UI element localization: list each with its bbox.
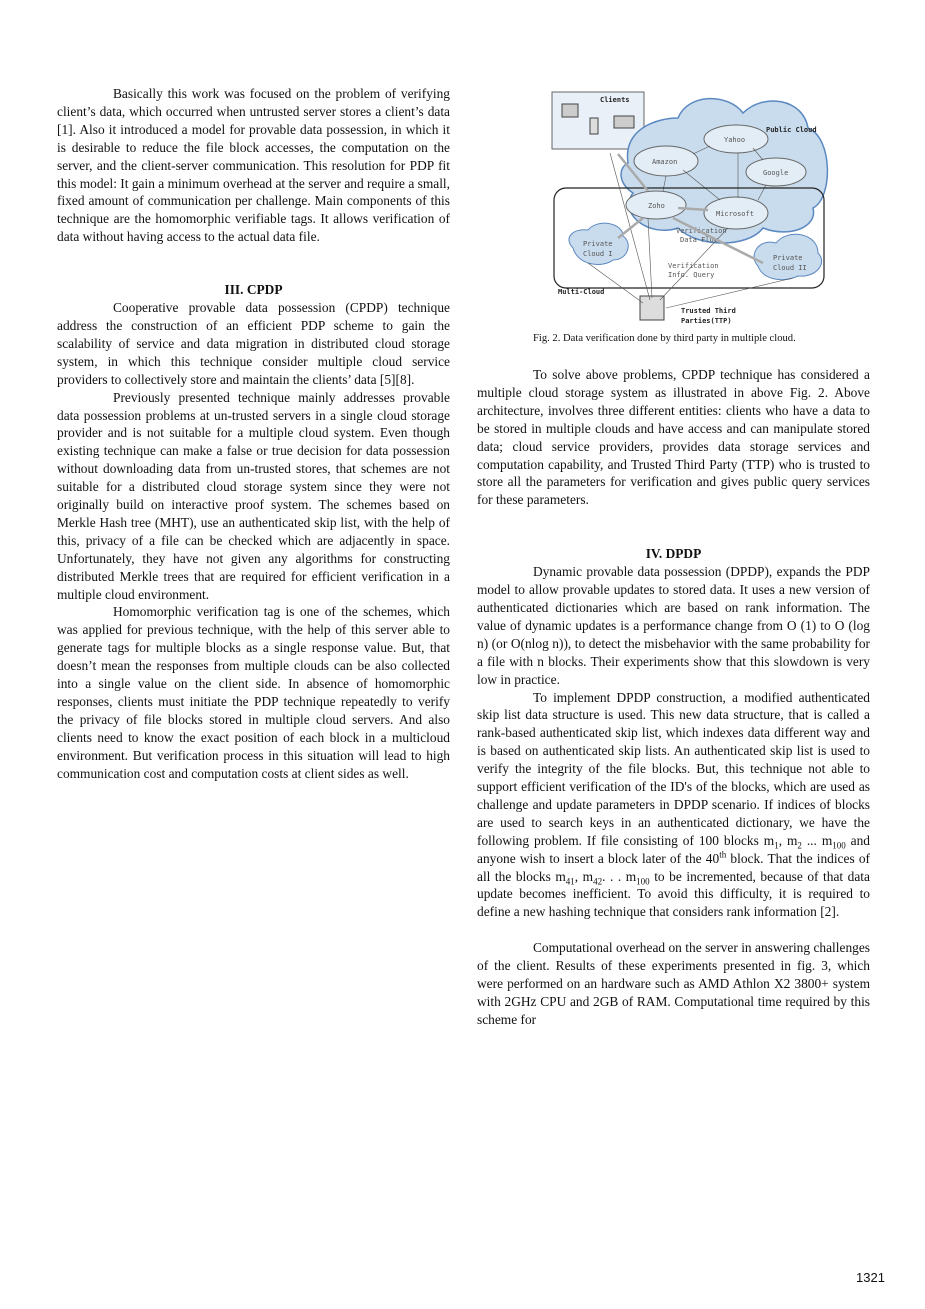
paragraph: Previously presented technique mainly addresses provable data possession problems at un-trusted servers in a single cloud storage provider and is not suitable for a multiple cloud system. Even though existing technique can make a false or true decision for data possession without downloading data from un-trusted stores, that schemes are not suitable for a distributed cloud storage system since they were not originally build on interactive proof system. The schemes based on Merkle Hash tree (MHT), use an authenticated skip list, with the help of this, privacy of a file can be checked which are adjacently in space. Unfortunately, they have not given any algorithms for constructing distributed Merkle trees that are required for efficient verification in a multiple cloud environment. bbox=[57, 389, 450, 602]
svg-text:Parties(TTP): Parties(TTP) bbox=[681, 317, 732, 325]
clients-label: Clients bbox=[600, 96, 630, 104]
svg-text:Private: Private bbox=[583, 240, 613, 248]
right-column bbox=[477, 366, 870, 1029]
multi-cloud-label: Multi-Cloud bbox=[558, 288, 605, 296]
svg-text:Zoho: Zoho bbox=[648, 202, 665, 210]
svg-text:Cloud I: Cloud I bbox=[583, 250, 613, 258]
public-cloud-label: Public Cloud bbox=[766, 126, 817, 134]
paragraph: To solve above problems, CPDP technique has considered a multiple cloud storage system as illustrated in above Fig. 2. Above architecture, involves three different entities: clients who have a data to be stored in multiple clouds and have access and can manipulate stored data; cloud service providers, provides data storage services and computation capability, and Trusted Third Party (TTP) who is trusted to store all the parameters for verification and gives public query services for these parameters. bbox=[477, 367, 870, 508]
svg-text:Google: Google bbox=[763, 169, 789, 177]
desktop-icon bbox=[562, 104, 578, 117]
section-heading-dpdp: IV. DPDP bbox=[645, 546, 702, 562]
paragraph: Cooperative provable data possession (CPDP) technique address the construction of an efficient PDP scheme to gain the scalability of service and data migration in distributed cloud storage system, in which this technique consider multiple cloud service providers to collectively store and maintain the clients’ data [5][8]. bbox=[57, 300, 450, 387]
paragraph: Computational overhead on the server in answering challenges of the client. Results of these experiments presented in fig. 3, which were performed on an hardware such as AMD Athlon X2 3800+ system with 2GHz CPU and 2GB of RAM. Computational time required by this scheme for bbox=[477, 940, 870, 1027]
paragraph: Dynamic provable data possession (DPDP), expands the PDP model to allow provable updates to stored data. It uses a new version of authenticated dictionaries which are based on rank information. The value of dynamic updates is a performance change from O (1) to O (log n) (or O(nlog n)), to detect the misbehavior with the same probability for a file with n blocks. Their experiments show that this slowdown is very low in practice. bbox=[477, 564, 870, 687]
svg-text:Private: Private bbox=[773, 254, 803, 262]
paragraph: To implement DPDP construction, a modified authenticated skip list data structure is used. This new data structure, that is called a rank-based authenticated skip list, which indexes data different way and is based on authenticated skip lists. An authenticated skip list is used to verify the integrity of the file blocks. But, this technique not able to support efficient verification of the ID's of the blocks, which are used as challenge and update parameters in DPDP scenario. If indices of blocks are used to search keys in an authenticated dictionary, we have the following problem. If file consisting of 100 blocks $m_1$, $m_2$ ... $m_{100}$ and anyone wish to insert a block later of the 40th block. That the indices of all the blocks $m_{41}$, $m_{42}$. . . $m_{100}$ to be incremented, because of that data update becomes inefficient. To avoid this difficulty, it is required to define a new hashing technique that considers rank information [2]. bbox=[477, 689, 871, 920]
left-column bbox=[57, 85, 450, 783]
svg-text:Cloud II: Cloud II bbox=[773, 264, 807, 272]
svg-text:Trusted Third: Trusted Third bbox=[681, 307, 736, 315]
section-heading-cpdp: III. CPDP bbox=[224, 282, 283, 298]
figure-multicloud-diagram bbox=[548, 88, 833, 330]
paragraph: Homomorphic verification tag is one of the schemes, which was applied for previous technique, with the help of this server able to generate tags for multiple blocks as a single response value. But, that doesn’t mean the responses from multiple clouds can be also collected into a single value on the client side. In absence of homomorphic responses, clients must initiate the PDP technique repeatedly to verify the privacy of file blocks stored in multiple cloud servers. And also clients need to know the exact position of each block in a multicloud environment. But verification process in this situation will lead to high communication cost and computation costs at client sides as well. bbox=[57, 604, 450, 781]
svg-text:Amazon: Amazon bbox=[652, 158, 678, 166]
svg-text:Data Flow: Data Flow bbox=[680, 236, 718, 244]
figure-caption: Fig. 2. Data verification done by third party in multiple cloud. bbox=[533, 333, 796, 344]
svg-text:Verification: Verification bbox=[676, 227, 727, 235]
svg-text:Yahoo: Yahoo bbox=[724, 136, 746, 144]
phone-icon bbox=[590, 118, 598, 134]
svg-text:Info. Query: Info. Query bbox=[668, 271, 715, 279]
page-number: 1321 bbox=[856, 1270, 885, 1285]
svg-text:Microsoft: Microsoft bbox=[716, 210, 754, 218]
laptop-icon bbox=[614, 116, 634, 128]
paragraph: Basically this work was focused on the problem of verifying client’s data, which occurred when untrusted server stores a client’s data [1]. Also it introduced a model for provable data possession, in which it is desirable to reduce the file block accesses, the computation on the server, and the client-server communication. This resolution for PDP fit this model: It gain a minimum overhead at the server and require a small, fixed amount of communication per challenge. Main components of this technique are the homomorphic verifiable tags. It allows verification of data without having access to the actual data file. bbox=[57, 86, 450, 245]
svg-text:Verification: Verification bbox=[668, 262, 719, 270]
